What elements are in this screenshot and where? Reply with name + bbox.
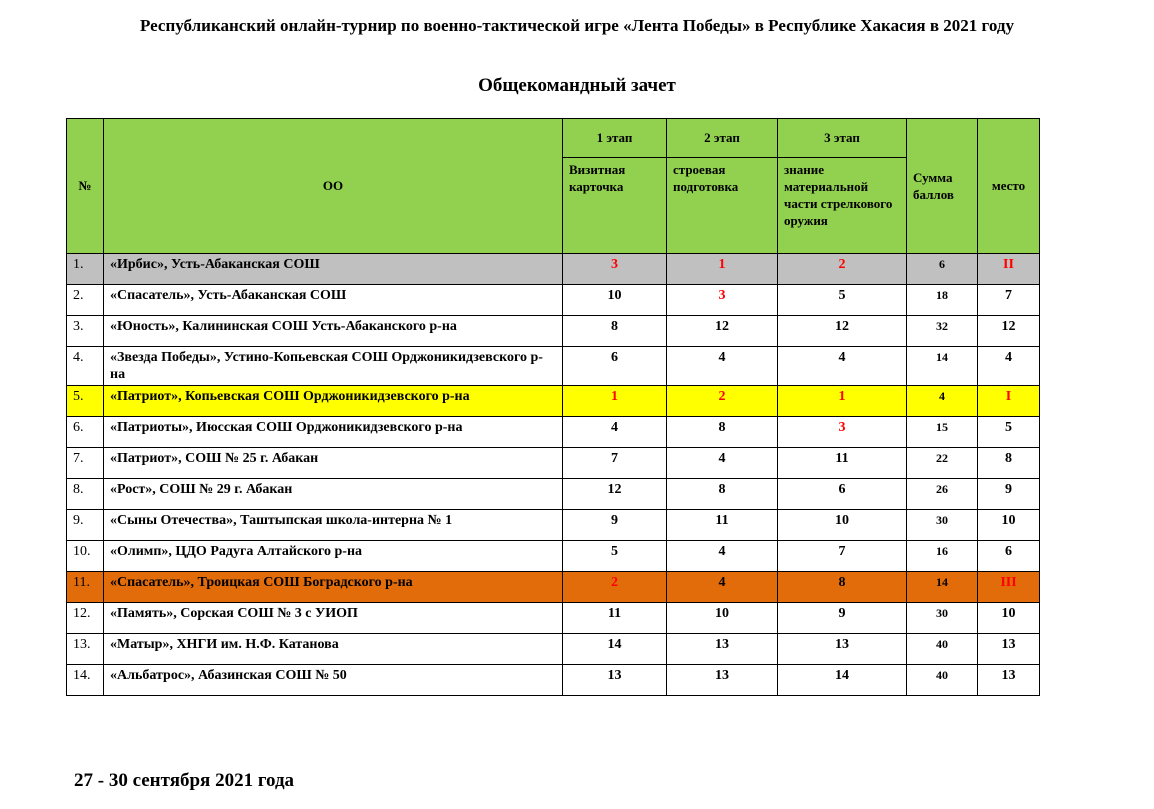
cell-team-name: «Звезда Победы», Устино-Копьевская СОШ Орджоникидзевского р-на bbox=[104, 347, 563, 386]
cell-place: II bbox=[978, 254, 1040, 285]
cell-stage-3: 5 bbox=[778, 285, 907, 316]
cell-team-name: «Спасатель», Троицкая СОШ Боградского р-на bbox=[104, 572, 563, 603]
cell-stage-1: 4 bbox=[563, 417, 667, 448]
cell-num: 1. bbox=[67, 254, 104, 285]
cell-stage-1: 13 bbox=[563, 665, 667, 696]
cell-place: 13 bbox=[978, 634, 1040, 665]
cell-team-name: «Сыны Отечества», Таштыпская школа-интерна № 1 bbox=[104, 510, 563, 541]
table-row bbox=[67, 417, 1040, 448]
cell-stage-2: 4 bbox=[667, 541, 778, 572]
cell-stage-1: 12 bbox=[563, 479, 667, 510]
cell-team-name: «Спасатель», Усть-Абаканская СОШ bbox=[104, 285, 563, 316]
header-num: № bbox=[67, 119, 104, 254]
cell-sum: 16 bbox=[907, 541, 978, 572]
table-row bbox=[67, 510, 1040, 541]
cell-num: 11. bbox=[67, 572, 104, 603]
cell-stage-1: 3 bbox=[563, 254, 667, 285]
cell-stage-3: 8 bbox=[778, 572, 907, 603]
cell-place: 13 bbox=[978, 665, 1040, 696]
cell-sum: 6 bbox=[907, 254, 978, 285]
cell-num: 5. bbox=[67, 386, 104, 417]
cell-sum: 22 bbox=[907, 448, 978, 479]
cell-place: 12 bbox=[978, 316, 1040, 347]
table-row bbox=[67, 347, 1040, 386]
cell-num: 2. bbox=[67, 285, 104, 316]
table-row bbox=[67, 316, 1040, 347]
cell-place: I bbox=[978, 386, 1040, 417]
cell-sum: 26 bbox=[907, 479, 978, 510]
event-date: 27 - 30 сентября 2021 года bbox=[74, 770, 295, 791]
table-row bbox=[67, 285, 1040, 316]
cell-num: 4. bbox=[67, 347, 104, 386]
cell-sum: 14 bbox=[907, 572, 978, 603]
cell-team-name: «Рост», СОШ № 29 г. Абакан bbox=[104, 479, 563, 510]
cell-sum: 18 bbox=[907, 285, 978, 316]
table-row bbox=[67, 665, 1040, 696]
cell-team-name: «Олимп», ЦДО Радуга Алтайского р-на bbox=[104, 541, 563, 572]
cell-sum: 30 bbox=[907, 510, 978, 541]
cell-place: 9 bbox=[978, 479, 1040, 510]
header-stage-3-sub: знание материальной части стрелкового оружия bbox=[778, 158, 907, 254]
cell-stage-2: 13 bbox=[667, 665, 778, 696]
cell-team-name: «Ирбис», Усть-Абаканская СОШ bbox=[104, 254, 563, 285]
cell-team-name: «Юность», Калининская СОШ Усть-Абаканского р-на bbox=[104, 316, 563, 347]
header-sum: Сумма баллов bbox=[907, 119, 978, 254]
cell-team-name: «Патриот», СОШ № 25 г. Абакан bbox=[104, 448, 563, 479]
table-row bbox=[67, 479, 1040, 510]
table-row bbox=[67, 603, 1040, 634]
header-stage-2: 2 этап bbox=[667, 119, 778, 158]
cell-stage-1: 1 bbox=[563, 386, 667, 417]
cell-stage-1: 7 bbox=[563, 448, 667, 479]
cell-stage-1: 6 bbox=[563, 347, 667, 386]
cell-place: 10 bbox=[978, 510, 1040, 541]
table-row bbox=[67, 634, 1040, 665]
cell-sum: 14 bbox=[907, 347, 978, 386]
cell-num: 14. bbox=[67, 665, 104, 696]
cell-stage-3: 3 bbox=[778, 417, 907, 448]
table-row bbox=[67, 572, 1040, 603]
document-title: Республиканский онлайн-турнир по военно-тактической игре «Лента Победы» в Республике Хакасия в 2021 году bbox=[140, 16, 1014, 35]
cell-team-name: «Матыр», ХНГИ им. Н.Ф. Катанова bbox=[104, 634, 563, 665]
cell-stage-3: 7 bbox=[778, 541, 907, 572]
cell-stage-3: 11 bbox=[778, 448, 907, 479]
cell-place: 6 bbox=[978, 541, 1040, 572]
cell-num: 8. bbox=[67, 479, 104, 510]
cell-stage-2: 4 bbox=[667, 448, 778, 479]
cell-stage-2: 4 bbox=[667, 347, 778, 386]
header-stage-2-sub: строевая подготовка bbox=[667, 158, 778, 254]
cell-sum: 4 bbox=[907, 386, 978, 417]
cell-stage-3: 12 bbox=[778, 316, 907, 347]
header-oo: ОО bbox=[104, 119, 563, 254]
cell-team-name: «Патриоты», Июсская СОШ Орджоникидзевского р-на bbox=[104, 417, 563, 448]
table-row bbox=[67, 254, 1040, 285]
cell-num: 9. bbox=[67, 510, 104, 541]
cell-place: III bbox=[978, 572, 1040, 603]
cell-stage-1: 11 bbox=[563, 603, 667, 634]
cell-sum: 30 bbox=[907, 603, 978, 634]
cell-team-name: «Альбатрос», Абазинская СОШ № 50 bbox=[104, 665, 563, 696]
cell-stage-3: 2 bbox=[778, 254, 907, 285]
cell-stage-1: 10 bbox=[563, 285, 667, 316]
cell-place: 4 bbox=[978, 347, 1040, 386]
header-stage-1-sub: Визитная карточка bbox=[563, 158, 667, 254]
cell-stage-2: 8 bbox=[667, 479, 778, 510]
cell-stage-2: 4 bbox=[667, 572, 778, 603]
cell-place: 8 bbox=[978, 448, 1040, 479]
cell-stage-3: 10 bbox=[778, 510, 907, 541]
table-row bbox=[67, 541, 1040, 572]
cell-stage-3: 6 bbox=[778, 479, 907, 510]
cell-stage-2: 2 bbox=[667, 386, 778, 417]
cell-sum: 40 bbox=[907, 665, 978, 696]
cell-stage-1: 9 bbox=[563, 510, 667, 541]
cell-place: 10 bbox=[978, 603, 1040, 634]
cell-stage-1: 8 bbox=[563, 316, 667, 347]
table-header bbox=[67, 119, 1040, 254]
cell-stage-3: 4 bbox=[778, 347, 907, 386]
cell-stage-1: 5 bbox=[563, 541, 667, 572]
section-title: Общекомандный зачет bbox=[478, 75, 676, 96]
cell-num: 6. bbox=[67, 417, 104, 448]
cell-num: 3. bbox=[67, 316, 104, 347]
table-row bbox=[67, 386, 1040, 417]
cell-team-name: «Патриот», Копьевская СОШ Орджоникидзевского р-на bbox=[104, 386, 563, 417]
cell-stage-2: 10 bbox=[667, 603, 778, 634]
cell-stage-2: 3 bbox=[667, 285, 778, 316]
cell-stage-1: 14 bbox=[563, 634, 667, 665]
cell-num: 7. bbox=[67, 448, 104, 479]
cell-num: 12. bbox=[67, 603, 104, 634]
cell-stage-2: 13 bbox=[667, 634, 778, 665]
header-place: место bbox=[978, 119, 1040, 254]
table-body bbox=[67, 254, 1040, 696]
cell-num: 10. bbox=[67, 541, 104, 572]
cell-stage-3: 13 bbox=[778, 634, 907, 665]
cell-sum: 15 bbox=[907, 417, 978, 448]
cell-stage-3: 1 bbox=[778, 386, 907, 417]
cell-stage-3: 14 bbox=[778, 665, 907, 696]
header-stage-1: 1 этап bbox=[563, 119, 667, 158]
cell-stage-2: 12 bbox=[667, 316, 778, 347]
cell-stage-2: 1 bbox=[667, 254, 778, 285]
cell-sum: 32 bbox=[907, 316, 978, 347]
cell-place: 5 bbox=[978, 417, 1040, 448]
cell-stage-3: 9 bbox=[778, 603, 907, 634]
cell-place: 7 bbox=[978, 285, 1040, 316]
cell-num: 13. bbox=[67, 634, 104, 665]
cell-stage-2: 11 bbox=[667, 510, 778, 541]
cell-sum: 40 bbox=[907, 634, 978, 665]
results-table bbox=[66, 118, 1040, 696]
cell-stage-2: 8 bbox=[667, 417, 778, 448]
table-row bbox=[67, 448, 1040, 479]
cell-stage-1: 2 bbox=[563, 572, 667, 603]
cell-team-name: «Память», Сорская СОШ № 3 с УИОП bbox=[104, 603, 563, 634]
header-stage-3: 3 этап bbox=[778, 119, 907, 158]
